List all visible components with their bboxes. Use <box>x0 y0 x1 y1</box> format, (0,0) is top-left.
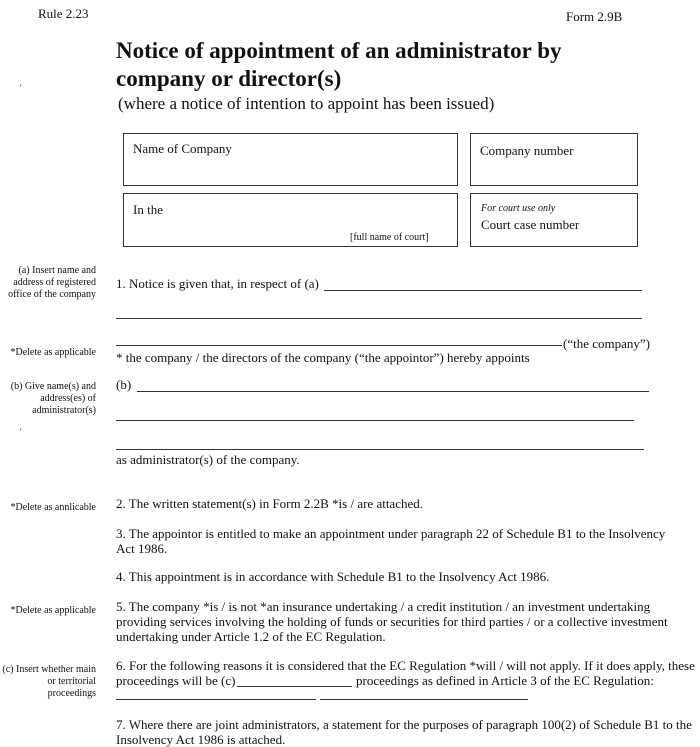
company-number-box[interactable] <box>470 133 638 186</box>
administrator-line-2[interactable] <box>116 420 634 421</box>
the-company-label: (“the company”) <box>563 336 650 351</box>
item-7: 7. Where there are joint administrators, a statement for the purposes of paragraph 100(2) of Schedule B1 to the Insolvency Act 1986 is attached. <box>116 717 692 747</box>
item-6-proceedings-label: proceedings will be (c) <box>116 673 236 688</box>
item-4: 4. This appointment is in accordance with Schedule B1 to the Insolvency Act 1986. <box>116 569 550 584</box>
company-name-address-line-2[interactable] <box>116 318 642 319</box>
administrators-label: as administrator(s) of the company. <box>116 452 300 467</box>
company-number-label: Company number <box>480 143 574 158</box>
margin-note-a: (a) Insert name and address of registered office of the company <box>8 265 96 300</box>
administrator-line-1[interactable] <box>137 391 649 392</box>
court-case-box[interactable] <box>470 193 638 247</box>
court-use-only-label: For court use only <box>481 203 556 214</box>
item-5: 5. The company *is / is not *an insurance undertaking / a credit institution / an investment undertaking providing services involving the holding of funds or securities for third parties / or a collective investment undertaking under Article 1.2 of the EC Regulation. <box>116 599 668 644</box>
administrator-line-3[interactable] <box>116 449 644 450</box>
margin-note-delete-2: *Delete as annlicable <box>10 502 96 513</box>
item-3: 3. The appointor is entitled to make an appointment under paragraph 22 of Schedule B1 to the Insolvency Act 1986. <box>116 526 666 556</box>
item-2: 2. The written statement(s) in Form 2.2B *is / are attached. <box>116 496 423 511</box>
marker-a: (a) <box>304 276 319 291</box>
item-1-label: Notice is given that, in respect of <box>129 276 302 291</box>
margin-note-b: (b) Give name(s) and address(es) of administrator(s) <box>10 381 96 416</box>
proceedings-type-line[interactable] <box>237 686 352 687</box>
rule-number: Rule 2.23 <box>38 6 89 21</box>
margin-note-delete-3: *Delete as applicable <box>10 605 96 616</box>
page-title-line-2: company or director(s) <box>116 66 342 91</box>
margin-note-delete-1: *Delete as applicable <box>10 347 96 358</box>
item-1-text <box>116 276 319 291</box>
item-6-line-1: 6. For the following reasons it is considered that the EC Regulation *will / will not apply. If it does apply, these <box>116 658 695 673</box>
form-number: Form 2.9B <box>566 9 623 24</box>
case-number-label: Court case number <box>481 217 580 232</box>
appointor-statement: * the company / the directors of the company (“the appointor”) hereby appoints <box>116 350 530 365</box>
reasons-line-2[interactable] <box>320 699 528 700</box>
item-6-proceedings-end: proceedings as defined in Article 3 of the EC Regulation: <box>356 673 654 688</box>
margin-note-c: (c) Insert whether main or territorial proceedings <box>2 664 96 699</box>
company-name-address-line-3[interactable] <box>116 345 562 346</box>
scan-mark: ' <box>20 427 22 437</box>
marker-b: (b) <box>116 377 132 392</box>
reasons-line-1[interactable] <box>116 699 316 700</box>
court-label: In the <box>133 202 163 217</box>
company-name-label: Name of Company <box>133 141 232 156</box>
scan-mark: ' <box>20 83 22 93</box>
page-subtitle: (where a notice of intention to appoint has been issued) <box>118 94 495 113</box>
item-1-number: 1. <box>116 276 126 291</box>
page-title-line-1: Notice of appointment of an administrator by <box>116 38 562 63</box>
court-hint: [full name of court] <box>350 232 429 243</box>
court-box[interactable] <box>123 193 458 247</box>
company-name-address-line-1[interactable] <box>324 290 642 291</box>
company-name-box[interactable] <box>123 133 458 186</box>
